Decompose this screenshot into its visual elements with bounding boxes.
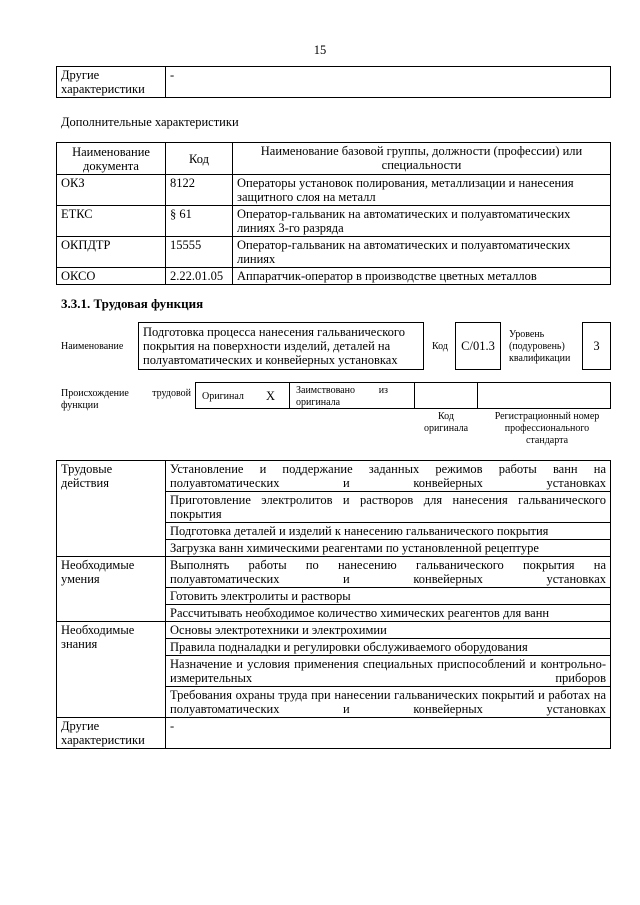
col-header-document: Наименование документа — [57, 143, 166, 175]
list-item: Установление и поддержание заданных режимов работы ванн на полуавтоматических и конвейерных установках — [166, 461, 611, 492]
function-code-value: C/01.3 — [455, 322, 501, 370]
col-header-code: Код — [166, 143, 233, 175]
original-mark: X — [266, 389, 276, 403]
row-name: Оператор-гальваник на автоматических и полуавтоматических линиях — [233, 237, 611, 268]
list-item: Правила подналадки и регулировки обслуживаемого оборудования — [166, 639, 611, 656]
table-row — [57, 237, 611, 268]
list-item: Основы электротехники и электрохимии — [166, 622, 611, 639]
qualification-level-label: Уровень (подуровень) квалификации — [509, 329, 571, 364]
other-characteristics-value: - — [166, 67, 611, 98]
col-header-name: Наименование базовой группы, должности (профессии) или специальности — [233, 143, 611, 175]
group-label-skills: Необходимые умения — [57, 557, 166, 622]
qualification-level-value: 3 — [582, 322, 611, 370]
function-name-label: Наименование — [61, 341, 124, 352]
additional-heading: Дополнительные характеристики — [61, 115, 239, 129]
group-label-other: Другие характеристики — [57, 718, 166, 749]
row-name: Оператор-гальваник на автоматических и полуавтоматических линиях 3-го разряда — [233, 206, 611, 237]
table-row — [57, 622, 611, 639]
list-item: Выполнять работы по нанесению гальванического покрытия на полуавтоматических и конвейерных установках — [166, 557, 611, 588]
origin-label: Происхождение трудовой функции — [61, 388, 191, 411]
list-item: Требования охраны труда при нанесении гальванических покрытий и работах на полуавтоматических и конвейерных установках — [166, 687, 611, 718]
table-row — [57, 175, 611, 206]
list-item: Подготовка деталей и изделий к нанесению гальванического покрытия — [166, 523, 611, 540]
function-code-label: Код — [432, 341, 448, 352]
table-row — [57, 557, 611, 588]
row-name: Операторы установок полирования, металлизации и нанесения защитного слоя на металл — [233, 175, 611, 206]
list-item: Загрузка ванн химическими реагентами по установленной рецептуре — [166, 540, 611, 557]
table-row — [57, 718, 611, 749]
list-item: Приготовление электролитов и растворов для нанесения гальванического покрытия — [166, 492, 611, 523]
original-label: Оригинал — [202, 391, 244, 402]
row-code: 15555 — [166, 237, 233, 268]
row-document: ЕТКС — [57, 206, 166, 237]
group-label-knowledge: Необходимые знания — [57, 622, 166, 718]
reg-caption: Регистрационный номер профессионального стандарта — [494, 411, 600, 446]
row-document: ОКЗ — [57, 175, 166, 206]
row-name: Аппаратчик-оператор в производстве цветных металлов — [233, 268, 611, 285]
borrowed-label: Заимствовано из оригинала — [296, 385, 388, 408]
section-title: 3.3.1. Трудовая функция — [61, 296, 204, 311]
other-characteristics-table — [56, 66, 611, 98]
function-name-value: Подготовка процесса нанесения гальванического покрытия на поверхности изделий, деталей на полуавтоматических и конвейерных установках — [138, 322, 424, 370]
divider — [414, 382, 415, 409]
divider — [477, 382, 478, 409]
origin-box — [195, 382, 611, 409]
group-label-actions: Трудовые действия — [57, 461, 166, 557]
list-item: Назначение и условия применения специальных приспособлений и контрольно-измерительных приборов — [166, 656, 611, 687]
table-row — [57, 268, 611, 285]
code-caption: Код оригинала — [423, 411, 469, 434]
labor-function-table — [56, 460, 611, 749]
table-row — [57, 206, 611, 237]
row-document: ОКПДТР — [57, 237, 166, 268]
table-row — [57, 461, 611, 492]
list-item: - — [166, 718, 611, 749]
row-code: § 61 — [166, 206, 233, 237]
other-characteristics-label: Другие характеристики — [57, 67, 166, 98]
additional-table — [56, 142, 611, 285]
row-code: 2.22.01.05 — [166, 268, 233, 285]
row-document: ОКСО — [57, 268, 166, 285]
list-item: Готовить электролиты и растворы — [166, 588, 611, 605]
row-code: 8122 — [166, 175, 233, 206]
divider — [289, 382, 290, 409]
list-item: Рассчитывать необходимое количество химических реагентов для ванн — [166, 605, 611, 622]
page-number: 15 — [313, 43, 327, 57]
